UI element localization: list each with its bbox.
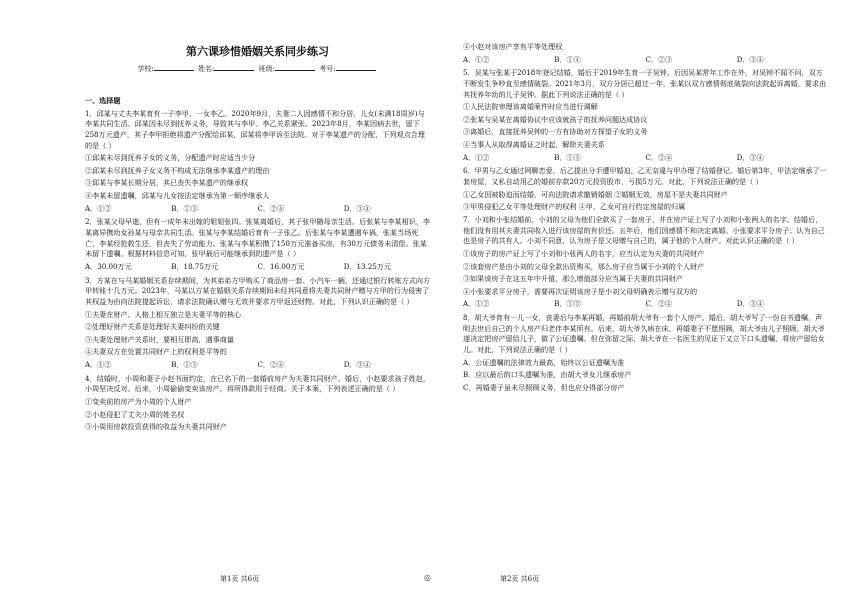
answer-choice[interactable]: D．③④ xyxy=(736,299,764,309)
class-label: 班级: xyxy=(258,65,275,73)
statement-option: ①变卖前的房产为小周的个人财产 xyxy=(85,397,192,407)
answer-choices-row xyxy=(463,55,828,66)
statement-option: ③甲男侵犯乙女平等处理财产的权利 ④甲、乙女可自行约定房屋的归属 xyxy=(463,202,686,212)
answer-choice[interactable]: A．①② xyxy=(463,152,490,162)
statement-option: ③邱某与李某长期分居，其已丧失李某遗产的继承权 xyxy=(85,178,249,188)
answer-choice[interactable]: A．①② xyxy=(463,54,490,64)
answer-choice[interactable]: B．①③ xyxy=(554,152,581,162)
statement-option: ①邱某未尽到抚养子女的义务，分配遗产时应适当少分 xyxy=(85,153,256,163)
page-number-left: 第1页 共6页 xyxy=(220,575,260,583)
statement-option: ④夫妻双方在处置共同财产上的权利是平等的 xyxy=(85,347,227,357)
answer-choice[interactable]: A．①② xyxy=(85,360,112,370)
answer-choice[interactable]: C．②④ xyxy=(645,299,673,309)
question-stem: 7．小刘和小张结婚前，小刘的父母为他们全款买了一套房子，并在房产证上写了小刘和小张两人的名字。结婚后，他们没有用其夫妻共同收入进行该房屋的有价还。五年后，他们因感情不和决定离婚。小张要求平分房子；认为自己也是房子的共有人。小刘不同意，认为房子是父母赠与自己的，属于他的个人财产。对此认识正确的是（ ） xyxy=(463,214,825,246)
question-stem: 8．胡大爷育有一儿一女，丧妻后与李某再婚，再婚前胡大爷有一套个人房产。婚后，胡大爷写了一份自书遗嘱，声明去世后自己的个人房产归老伴李某所有。后来，胡大爷久病在床，再婚妻子不愿照顾，胡大爷由儿子照顾。胡大爷遂决定把房产留给儿子，做了公证遗嘱。但在弥留之际，胡大爷在一名医生的见证下又立下口头遗嘱，将房产留给女儿。对此，下列说法正确的是（ ） xyxy=(463,313,825,355)
statement-option: ③夫妻处理财产关系时，要相互即高，遇事商量 xyxy=(85,334,234,344)
question-stem: 5．吴某与张某于2018年登记结婚，婚后于2019年生育一子吴钟。后因吴某常年工作在外，对吴钟不闻不问，双方不断发生争吵直至感情破裂。2021年3月，双方分居已超过一年，张某以双方感情彻底破裂向法院起诉离婚，要求由其抚养年幼的儿子吴钟。据此下列说法正确的是（ ） xyxy=(463,68,827,99)
statement-option: ②该套房产是由小刘的父母全款出资购买，那么房子应当属于小刘的个人财产 xyxy=(463,261,705,271)
answer-choice[interactable]: C．②④ xyxy=(645,152,673,162)
school-label: 学校: xyxy=(137,65,154,73)
statement-option: ②张某与吴某在离婚协议中应该就孩子的抚养问题达成协议 xyxy=(463,114,648,124)
answer-choice[interactable]: C．②④ xyxy=(257,360,285,370)
statement-option: ②处理好财产关系是处理好夫妻纠纷的关键 xyxy=(85,322,220,332)
statement-option: ④当事人从取得离婚证之时起，解除夫妻关系 xyxy=(463,140,605,150)
question-block xyxy=(463,215,828,310)
statement-option: ④李某未留遗嘱，邱某与儿女按法定继承为第一顺序继承人 xyxy=(85,191,270,201)
question-block xyxy=(463,42,828,65)
section-heading: 一、选择题 xyxy=(85,96,121,105)
answer-choice[interactable]: C．②④ xyxy=(257,203,285,213)
statement-option: ①乙女因被胁迫而结婚，可向法院请求撤销婚姻 ②婚姻无效，房屋不是夫妻共同财产 xyxy=(463,189,728,199)
statement-option: ①该房子的房产证上写了小刘和小张两人的名字，应当认定为夫妻的共同财产 xyxy=(463,248,705,258)
answer-choice[interactable]: A．30.00万元 xyxy=(85,261,132,271)
left-column xyxy=(85,96,430,433)
question-block xyxy=(85,374,430,433)
question-stem: 1．邱某与丈夫李某育有一子李甲、一女李乙。2020年9月，夫妻二人因感情不和分居，儿女(未满18周岁)与李某共同生活。邱某因未尽到抚养义务，导致其与李甲、李乙关系紧张。2023年8月，李某因病去世，留下258万元遗产，其子李甲拒绝将遗产分配给邱某，邱某将李甲诉至法院。对于李某遗产的分配，下列观点合理的是（ ） xyxy=(85,108,425,150)
answer-choice[interactable]: A．①② xyxy=(85,203,112,213)
answer-choices-row xyxy=(85,262,430,273)
statement-option: ③如果该房子在这五年中升值，那么增值部分应当属于夫妻的共同财产 xyxy=(463,274,683,284)
right-question-list xyxy=(463,42,828,394)
left-question-list xyxy=(85,109,430,433)
answer-choice[interactable]: D．③④ xyxy=(343,203,371,213)
page-title: 第六课珍惜婚姻关系同步练习 xyxy=(186,45,329,58)
question-block xyxy=(463,68,828,163)
statement-option: ③离婚后，直接抚养吴钟的一方有协助对方探望子女的义务 xyxy=(463,127,648,137)
answer-choice[interactable]: C．再婚妻子虽未尽照顾义务，但也应分得部分房产 xyxy=(463,382,625,392)
statement-option: ③小周用房款投资获得的收益为夫妻共同财产 xyxy=(85,422,227,432)
question-stem: ④小赵对该房产享有平等处理权 xyxy=(463,42,563,51)
answer-choices-row xyxy=(463,299,828,310)
question-stem: 2．张某父母早逝，但有一成年未出嫁的姐姐张四。张某离婚后，其子张甲随母亲生活。后张某与李某相识，李某离异携幼女孙某与母亲共同生活。张某与李某结婚后育有一子张乙。后张某与李某遭遇车祸，张某当场死亡，李某经抢救生还，但丧失了劳动能力。张某与李某积攒了150万元准备买房，有30万元债务未清偿。张某未留下遗嘱。根据材料信息可知，张甲最后可能继承到的遗产是（ ） xyxy=(85,217,431,259)
answer-choices-row xyxy=(85,360,430,371)
binding-circle-icon: ◎ xyxy=(424,573,431,582)
answer-choice[interactable]: C．16.00万元 xyxy=(257,261,305,271)
answer-choice[interactable]: A．①② xyxy=(463,299,490,309)
question-block xyxy=(85,109,430,215)
answer-choices-row xyxy=(463,153,828,164)
statement-option: ①人民法院审理该离婚案件时应当进行调解 xyxy=(463,102,598,112)
question-block xyxy=(85,217,430,272)
answer-choice[interactable]: D．③④ xyxy=(736,152,764,162)
answer-choice[interactable]: D．13.25万元 xyxy=(343,261,392,271)
answer-choice[interactable]: B．应以最后的口头遗嘱为准，由胡大爷女儿继承房产 xyxy=(463,370,632,380)
answer-choice[interactable]: B．①④ xyxy=(554,54,581,64)
answer-choice[interactable]: A．公证遗嘱的法律效力最高，始终以公证遗嘱为准 xyxy=(463,357,625,367)
name-blank[interactable] xyxy=(214,63,254,71)
statement-option: ②小赵侵犯了丈夫小周的姓名权 xyxy=(85,409,185,419)
answer-choice[interactable]: B．①③ xyxy=(171,360,198,370)
school-blank[interactable] xyxy=(154,63,194,71)
page-number-right: 第2页 共6页 xyxy=(500,575,540,583)
statement-option: ①夫妻在财产、人格上相互独立是夫妻平等的核心 xyxy=(85,309,242,319)
question-stem: 3．方某在与马某婚姻关系存续期间，为其弟弟方甲购买了商品房一套、小汽车一辆，还通过银行转账方式向方甲转账十几万元。2023年，马某以方某在婚姻关系存续期间未经其同意将夫妻共同财产赠与方甲的行为侵害了其权益为由向法院提起诉讼，请求法院确认赠与无效并要求方甲返还财物。对此，下列认识正确的是（ ） xyxy=(85,275,431,306)
exam-no-blank[interactable] xyxy=(336,63,376,71)
answer-choice[interactable]: B．①③ xyxy=(171,203,198,213)
question-block xyxy=(85,276,430,371)
question-stem: 6．甲男与乙女通过网聊恋爱，后乙提出分手遭甲婚迫，乙无奈違与甲办理了结婚登记。婚后第3年，甲法定继承了一套房屋，又私自动用乙的婚前存款20万元投资股市，亏损5万元。对此，下列说法正确的是（ ） xyxy=(463,166,827,187)
answer-choice[interactable]: D．③④ xyxy=(736,54,764,64)
student-info-line xyxy=(85,63,430,75)
exam-no-label: 考号: xyxy=(319,65,336,73)
answer-choice[interactable]: B．①③ xyxy=(554,299,581,309)
answer-choices-row xyxy=(85,204,430,215)
answer-choice[interactable]: C．②③ xyxy=(645,54,673,64)
name-label: 姓名: xyxy=(198,65,215,73)
statement-option: ②邱某未尽到抚养子女义务不构成无法继承李某遗产的理由 xyxy=(85,165,270,175)
question-stem: 4．结婚时，小周和妻子小赵书面约定，在已名下的一套婚前房产为夫妻共同财产。婚后，小赵要求孩子姓赵，小周坚决反对。后来，小周偷偷变卖该房产，将所得款用于经商。关于本案，下列表述正确的是（ ） xyxy=(85,373,431,394)
question-block xyxy=(463,313,828,393)
question-block xyxy=(463,166,828,213)
right-column xyxy=(463,40,828,394)
answer-choice[interactable]: B．18.75万元 xyxy=(171,261,219,271)
class-blank[interactable] xyxy=(275,63,315,71)
statement-option: ④小张要求平分房子，需要再次证明该房子是小刘父母明确表示赠与双方的 xyxy=(463,286,698,296)
answer-choice[interactable]: D．③④ xyxy=(343,360,371,370)
